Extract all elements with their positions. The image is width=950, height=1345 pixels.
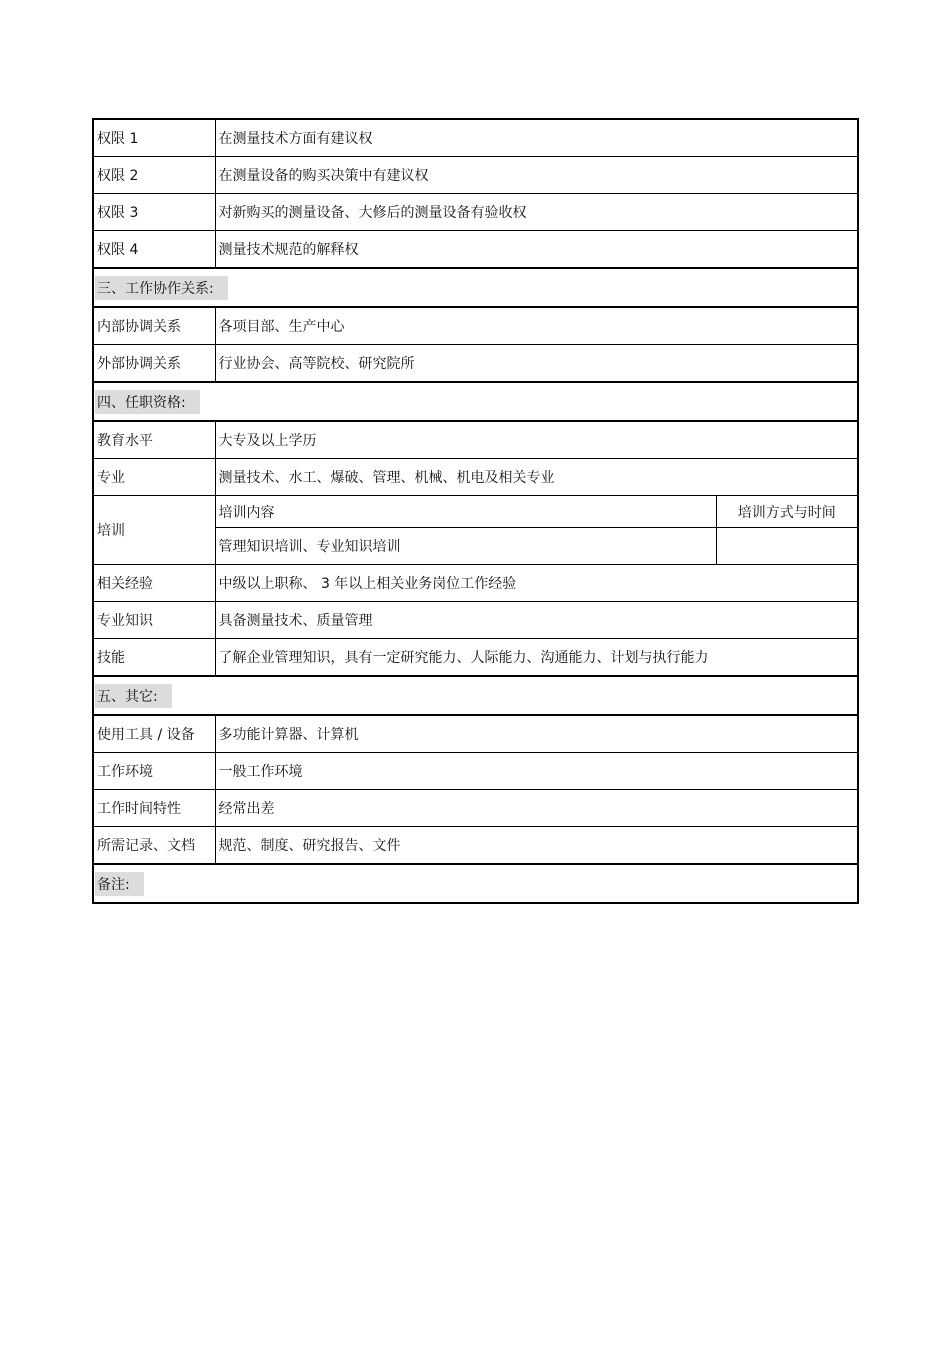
section-header-collaboration bbox=[93, 268, 858, 307]
records-row bbox=[93, 827, 858, 865]
row-label: 工作环境 bbox=[93, 753, 215, 790]
remarks-row bbox=[93, 864, 858, 903]
section-header-qualifications bbox=[93, 382, 858, 421]
authority-label: 权限 2 bbox=[93, 157, 215, 194]
row-label: 培训 bbox=[93, 496, 215, 565]
row-label: 内部协调关系 bbox=[93, 307, 215, 345]
work-time-row bbox=[93, 790, 858, 827]
skills-row bbox=[93, 639, 858, 677]
row-label: 技能 bbox=[93, 639, 215, 677]
authority-label: 权限 4 bbox=[93, 231, 215, 269]
row-value: 中级以上职称、 3 年以上相关业务岗位工作经验 bbox=[215, 565, 858, 602]
row-value: 具备测量技术、质量管理 bbox=[215, 602, 858, 639]
external-coordination-row bbox=[93, 345, 858, 383]
experience-row bbox=[93, 565, 858, 602]
tools-row bbox=[93, 715, 858, 753]
row-label: 专业知识 bbox=[93, 602, 215, 639]
section-header-other bbox=[93, 676, 858, 715]
training-method-header: 培训方式与时间 bbox=[716, 496, 858, 528]
row-value: 测量技术、水工、爆破、管理、机械、机电及相关专业 bbox=[215, 459, 858, 496]
row-value: 各项目部、生产中心 bbox=[215, 307, 858, 345]
training-content: 管理知识培训、专业知识培训 bbox=[215, 528, 716, 565]
row-label: 所需记录、文档 bbox=[93, 827, 215, 865]
authority-row-1 bbox=[93, 119, 858, 157]
authority-label: 权限 1 bbox=[93, 119, 215, 157]
knowledge-row bbox=[93, 602, 858, 639]
section-title: 三、工作协作关系: bbox=[95, 276, 228, 300]
training-method bbox=[716, 528, 858, 565]
row-value: 一般工作环境 bbox=[215, 753, 858, 790]
row-value: 了解企业管理知识，具有一定研究能力、人际能力、沟通能力、计划与执行能力 bbox=[215, 639, 858, 677]
row-value: 大专及以上学历 bbox=[215, 421, 858, 459]
job-description-table bbox=[92, 118, 859, 904]
row-value: 行业协会、高等院校、研究院所 bbox=[215, 345, 858, 383]
row-value: 多功能计算器、计算机 bbox=[215, 715, 858, 753]
training-content-header: 培训内容 bbox=[215, 496, 716, 528]
authority-label: 权限 3 bbox=[93, 194, 215, 231]
remarks-title: 备注: bbox=[95, 872, 144, 896]
row-label: 工作时间特性 bbox=[93, 790, 215, 827]
internal-coordination-row bbox=[93, 307, 858, 345]
authority-value: 对新购买的测量设备、大修后的测量设备有验收权 bbox=[215, 194, 858, 231]
row-label: 相关经验 bbox=[93, 565, 215, 602]
authority-value: 在测量技术方面有建议权 bbox=[215, 119, 858, 157]
authority-row-3 bbox=[93, 194, 858, 231]
row-value: 经常出差 bbox=[215, 790, 858, 827]
row-label: 外部协调关系 bbox=[93, 345, 215, 383]
row-label: 专业 bbox=[93, 459, 215, 496]
authority-row-2 bbox=[93, 157, 858, 194]
major-row bbox=[93, 459, 858, 496]
row-label: 教育水平 bbox=[93, 421, 215, 459]
training-header-row bbox=[93, 496, 858, 528]
authority-value: 在测量设备的购买决策中有建议权 bbox=[215, 157, 858, 194]
row-value: 规范、制度、研究报告、文件 bbox=[215, 827, 858, 865]
authority-value: 测量技术规范的解释权 bbox=[215, 231, 858, 269]
section-title: 四、任职资格: bbox=[95, 390, 200, 414]
authority-row-4 bbox=[93, 231, 858, 269]
section-title: 五、其它: bbox=[95, 684, 172, 708]
education-row bbox=[93, 421, 858, 459]
environment-row bbox=[93, 753, 858, 790]
row-label: 使用工具 / 设备 bbox=[93, 715, 215, 753]
